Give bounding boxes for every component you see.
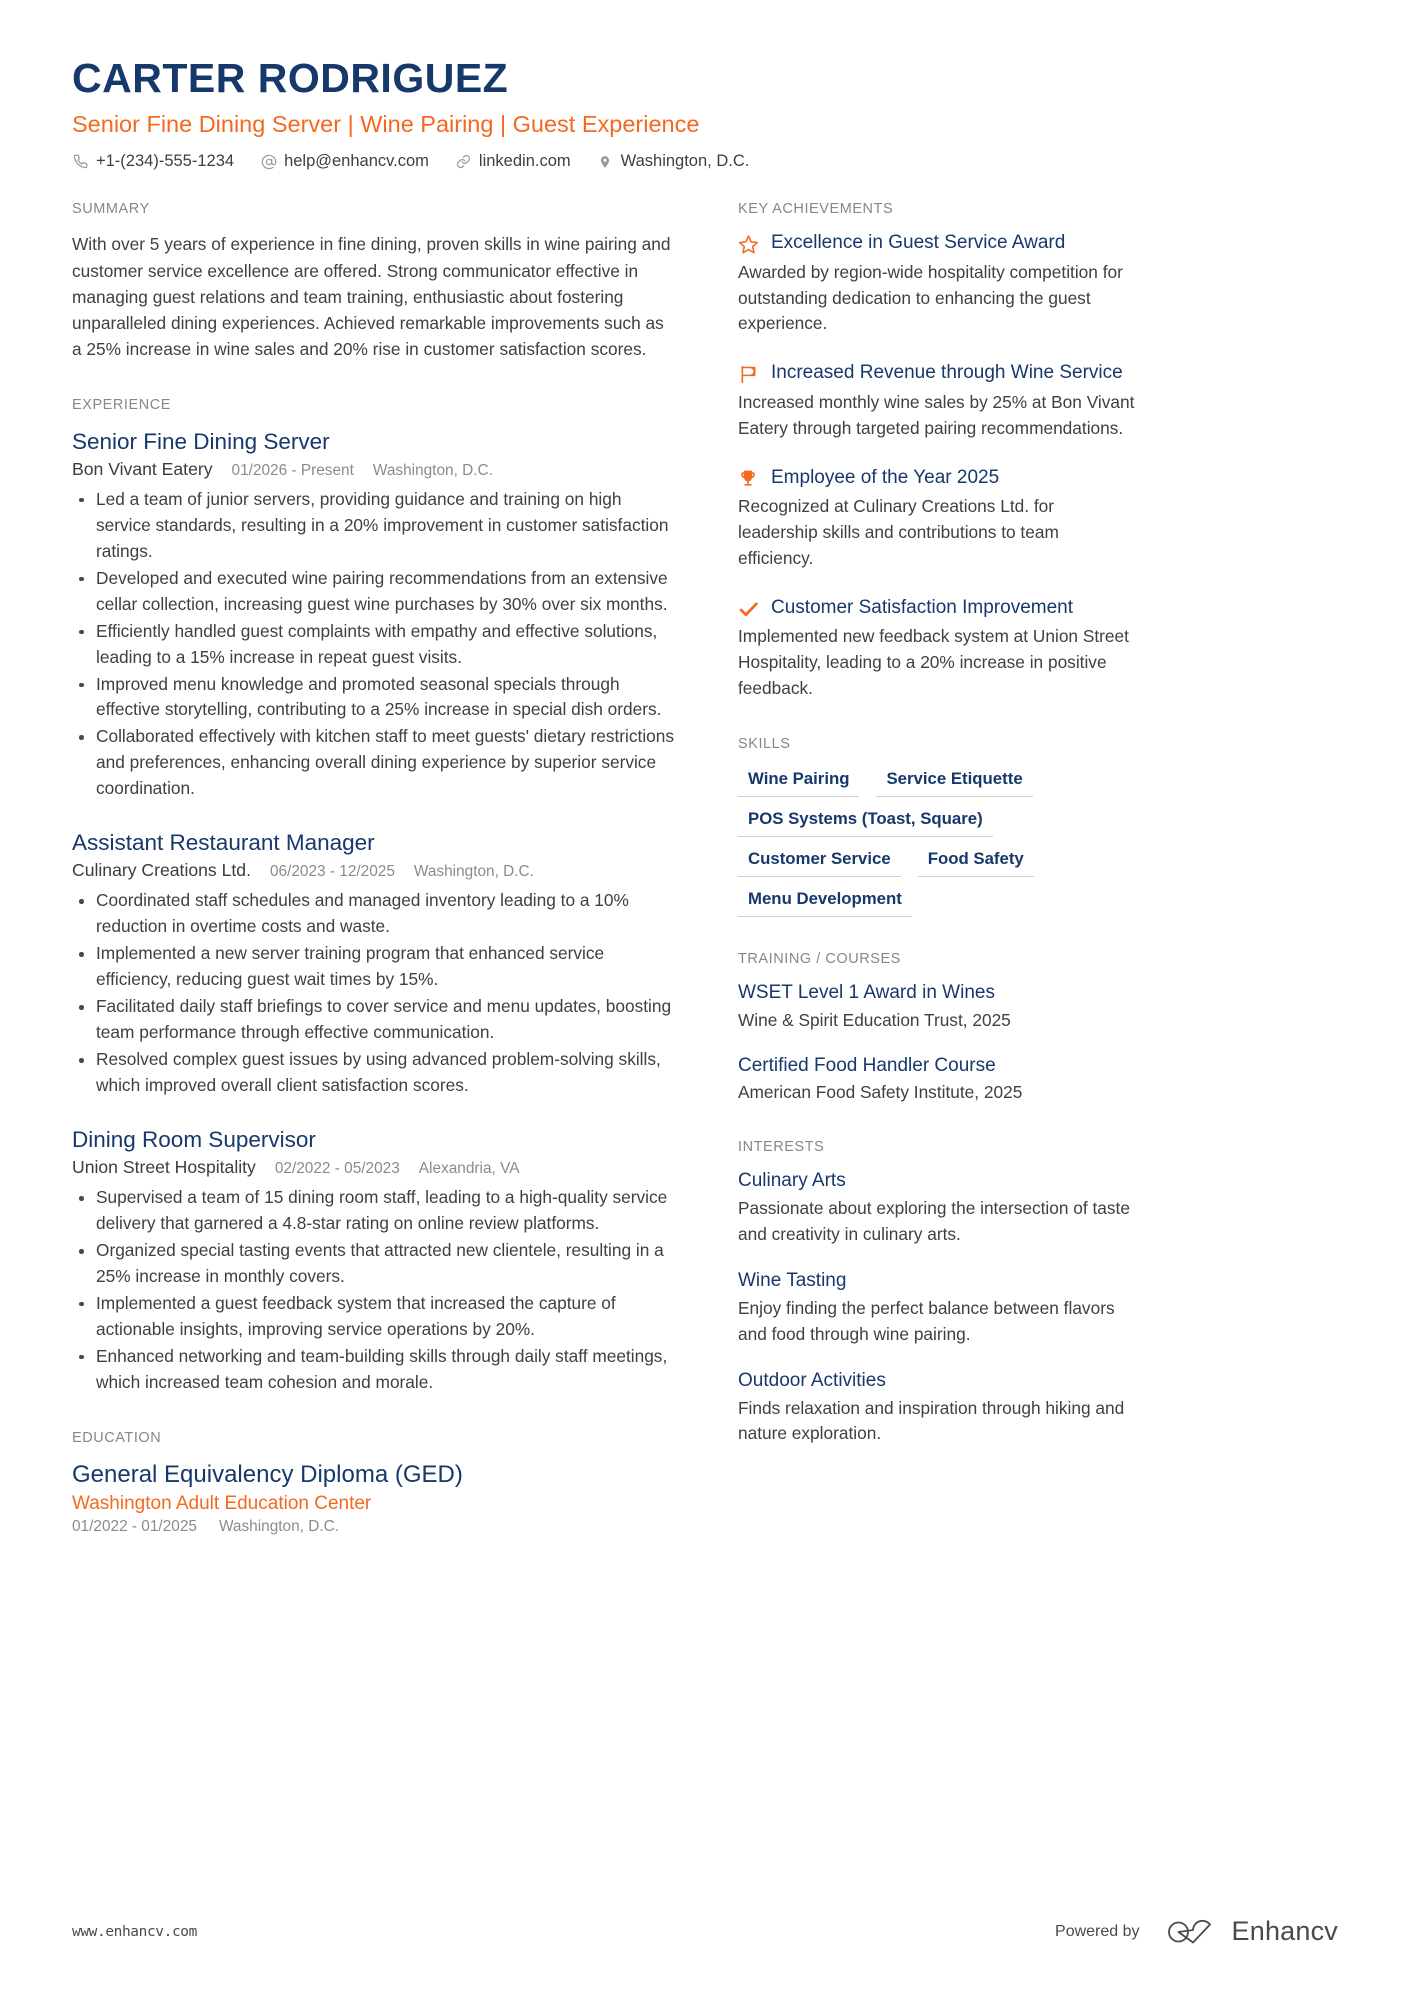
interest-title: Outdoor Activities: [738, 1370, 886, 1392]
enhancv-mark-icon: [1166, 1917, 1220, 1947]
footer-website-url[interactable]: www.enhancv.com: [72, 1923, 197, 1940]
experience-section: [72, 397, 676, 1396]
education-entry: [72, 1460, 676, 1536]
job-location: Washington, D.C.: [372, 461, 493, 479]
contact-linkedin-text: linkedin.com: [478, 152, 571, 171]
job-bullet: Efficiently handled guest complaints with empathy and effective solutions, leading to a 15% increase in repeat guest visits.: [72, 619, 676, 671]
job-bullet: Led a team of junior servers, providing guidance and training on high service standards, resulting in a 20% improvement in customer satisfaction ratings.: [72, 487, 676, 565]
training-section-label: TRAINING / COURSES: [738, 950, 901, 967]
training-provider: Wine & Spirit Education Trust, 2025: [738, 1009, 1011, 1030]
interest-item: [738, 1369, 1138, 1447]
resume-footer: [72, 1916, 1338, 1947]
interest-description: Enjoy finding the perfect balance between flavors and food through wine pairing.: [738, 1297, 1115, 1344]
skills-section: [738, 736, 1138, 917]
job-bullet: Enhanced networking and team-building skills through daily staff meetings, which increased team cohesion and morale.: [72, 1344, 676, 1396]
experience-entry: [72, 828, 676, 1099]
powered-by-label: Powered by: [1055, 1922, 1140, 1940]
job-bullet: Implemented a guest feedback system that increased the capture of actionable insights, improving service operations by 20%.: [72, 1291, 676, 1343]
job-company: Bon Vivant Eatery: [72, 458, 213, 479]
achievement-item: [738, 596, 1138, 702]
achievement-head: [738, 231, 1138, 255]
skill-tag: POS Systems (Toast, Square): [738, 806, 993, 837]
job-bullet: Resolved complex guest issues by using advanced problem-solving skills, which improved overall client satisfaction scores.: [72, 1047, 676, 1099]
skill-tag: Service Etiquette: [876, 766, 1032, 797]
education-section-label: EDUCATION: [72, 1429, 162, 1446]
email-icon: [260, 153, 277, 170]
experience-section-label: EXPERIENCE: [72, 396, 171, 413]
skill-tag: Menu Development: [738, 886, 912, 917]
job-meta: [72, 459, 676, 480]
achievement-title: Increased Revenue through Wine Service: [771, 362, 1123, 384]
job-meta: [72, 860, 676, 881]
enhancv-logo: [1166, 1916, 1338, 1947]
achievement-title: Customer Satisfaction Improvement: [771, 596, 1074, 618]
training-item: [738, 981, 1138, 1033]
summary-section-label: SUMMARY: [72, 201, 150, 218]
education-school: Washington Adult Education Center: [72, 1492, 372, 1514]
achievement-head: [738, 361, 1138, 385]
job-bullet: Collaborated effectively with kitchen staff to meet guests' dietary restrictions and preferences, enhancing overall dining experience by superior service coordination.: [72, 724, 676, 802]
job-title: Senior Fine Dining Server: [72, 428, 330, 454]
job-bullet: Developed and executed wine pairing recommendations from an extensive cellar collection, increasing guest wine purchases by 30% over six months.: [72, 566, 676, 618]
education-dates: 01/2022 - 01/2025: [72, 1517, 197, 1535]
education-degree: General Equivalency Diploma (GED): [72, 1460, 463, 1488]
interests-section-label: INTERESTS: [738, 1139, 825, 1156]
summary-text: With over 5 years of experience in fine dining, proven skills in wine pairing and customer service excellence are offered. Strong communicator effective in managing guest relations and team training, enthusiastic about fostering unparalleled dining experiences. Achieved remarkable improvements such as a 25% increase in wine sales and 20% rise in customer satisfaction scores.: [72, 234, 671, 360]
job-bullet: Facilitated daily staff briefings to cover service and menu updates, boosting team performance through effective communication.: [72, 994, 676, 1046]
job-bullets: [72, 1185, 676, 1396]
achievement-description: Awarded by region-wide hospitality competition for outstanding dedication to enhancing the guest experience.: [738, 261, 1123, 334]
interest-title: Culinary Arts: [738, 1170, 846, 1192]
training-title: WSET Level 1 Award in Wines: [738, 981, 995, 1003]
phone-icon: [72, 153, 89, 170]
resume-body: [72, 201, 1338, 1569]
education-section: [72, 1430, 676, 1536]
interest-title: Wine Tasting: [738, 1270, 847, 1292]
achievement-description: Implemented new feedback system at Union Street Hospitality, leading to a 20% increase in positive feedback.: [738, 626, 1129, 698]
job-bullet: Coordinated staff schedules and managed inventory leading to a 10% reduction in overtime costs and waste.: [72, 888, 676, 940]
achievement-title: Excellence in Guest Service Award: [771, 232, 1066, 254]
job-bullets: [72, 487, 676, 802]
resume-header: [72, 56, 1338, 171]
job-dates: 06/2023 - 12/2025: [269, 863, 395, 881]
skill-tag: Food Safety: [918, 846, 1034, 877]
contact-email-text: help@enhancv.com: [284, 152, 429, 171]
achievement-head: [738, 466, 1138, 490]
achievement-title: Employee of the Year 2025: [771, 466, 1000, 488]
left-column: [72, 201, 676, 1569]
interest-item: [738, 1269, 1138, 1347]
page-title: CARTER RODRIGUEZ: [72, 55, 509, 101]
trophy-icon: [738, 466, 760, 489]
job-dates: 02/2022 - 05/2023: [274, 1160, 400, 1178]
job-location: Alexandria, VA: [418, 1160, 520, 1178]
professional-headline: Senior Fine Dining Server | Wine Pairing | Guest Experience: [72, 110, 700, 137]
contact-location-text: Washington, D.C.: [620, 152, 750, 171]
contact-phone[interactable]: [72, 152, 234, 171]
interest-item: [738, 1169, 1138, 1247]
achievement-item: [738, 466, 1138, 572]
interest-description: Finds relaxation and inspiration through hiking and nature exploration.: [738, 1397, 1125, 1444]
achievement-item: [738, 231, 1138, 337]
achievement-description: Increased monthly wine sales by 25% at Bon Vivant Eatery through targeted pairing recommendations.: [738, 391, 1135, 438]
job-bullet: Organized special tasting events that attracted new clientele, resulting in a 25% increase in monthly covers.: [72, 1238, 676, 1290]
achievement-head: [738, 596, 1138, 620]
job-bullet: Supervised a team of 15 dining room staff, leading to a high-quality service delivery that garnered a 4.8-star rating on online review platforms.: [72, 1185, 676, 1237]
interest-description: Passionate about exploring the intersection of taste and creativity in culinary arts.: [738, 1198, 1130, 1244]
education-location: Washington, D.C.: [218, 1517, 339, 1535]
link-icon: [455, 153, 472, 170]
contact-email[interactable]: [260, 152, 429, 171]
education-meta: [72, 1518, 676, 1536]
skill-tag: Wine Pairing: [738, 766, 859, 797]
skills-list: [738, 766, 1138, 917]
flag-icon: [738, 361, 760, 385]
job-bullets: [72, 888, 676, 1099]
experience-entry: [72, 427, 676, 803]
achievements-section-label: KEY ACHIEVEMENTS: [738, 201, 894, 218]
job-location: Washington, D.C.: [413, 863, 534, 881]
job-title: Dining Room Supervisor: [72, 1126, 316, 1152]
location-pin-icon: [597, 153, 614, 170]
enhancv-wordmark: Enhancv: [1231, 1916, 1338, 1946]
job-bullet: Implemented a new server training program that enhanced service efficiency, reducing guest wait times by 15%.: [72, 941, 676, 993]
training-title: Certified Food Handler Course: [738, 1054, 996, 1076]
contact-location: [597, 152, 750, 171]
achievement-description: Recognized at Culinary Creations Ltd. for leadership skills and contributions to team efficiency.: [738, 495, 1059, 568]
job-meta: [72, 1157, 676, 1178]
job-title: Assistant Restaurant Manager: [72, 830, 375, 856]
footer-branding: [1055, 1916, 1338, 1947]
interests-section: [738, 1139, 1138, 1447]
job-company: Culinary Creations Ltd.: [72, 860, 251, 881]
summary-section: [72, 201, 676, 362]
training-section: [738, 951, 1138, 1106]
contact-list: [72, 152, 1338, 171]
job-company: Union Street Hospitality: [72, 1157, 256, 1178]
experience-entry: [72, 1125, 676, 1396]
training-provider: American Food Safety Institute, 2025: [738, 1082, 1023, 1103]
achievement-item: [738, 361, 1138, 441]
contact-linkedin[interactable]: [455, 152, 571, 171]
contact-phone-text: +1-(234)-555-1234: [96, 152, 235, 171]
right-column: [738, 201, 1138, 1481]
training-item: [738, 1054, 1138, 1106]
skills-section-label: SKILLS: [738, 735, 791, 752]
star-icon: [738, 231, 760, 255]
check-icon: [738, 596, 760, 620]
skill-tag: Customer Service: [738, 846, 901, 877]
job-bullet: Improved menu knowledge and promoted seasonal specials through effective storytelling, contributing to a 25% increase in special dish orders.: [72, 672, 676, 724]
job-dates: 01/2026 - Present: [231, 461, 354, 479]
achievements-section: [738, 201, 1138, 702]
